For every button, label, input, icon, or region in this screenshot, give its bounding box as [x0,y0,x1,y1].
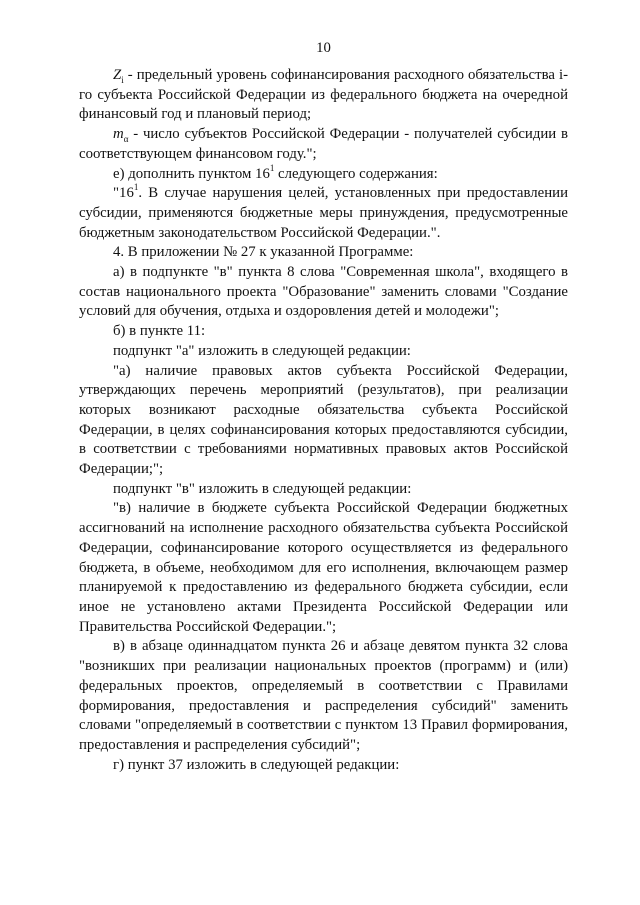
paragraph-v: в) в абзаце одиннадцатом пункта 26 и абзаце девятом пункта 32 слова "возникших при реализации национальных проектов (программ) и (или) федеральных проектов, определяемый в соответствии с Правилами формирования, предоставления и распределения субсидий" заменить словами "определяемый в соответствии с пунктом 13 Правил формирования, предоставления и распределения субсидий"; [79,638,568,753]
paragraph-z-definition: $Z_i$ - предельный уровень софинансирования расходного обязательства i-го субъекта Российской Федерации из федерального бюджета на очередной финансовый год и плановый период; [79,67,568,123]
paragraph-4: 4. В приложении № 27 к указанной Программе: [113,244,414,261]
paragraph-subpoint-v: подпункт "в" изложить в следующей редакции: [113,480,412,497]
sub-alpha: α [123,134,129,145]
paragraph-m-definition: $m_\alpha$ - число субъектов Российской Федерации - получателей субсидии в соответствующем финансовом году."; [79,126,568,162]
page-number: 10 [316,40,331,56]
var-z: Z [113,67,122,83]
sub-i: i [121,74,124,85]
paragraph-e: е) дополнить пунктом $16^1$ следующего содержания: [113,162,438,182]
paragraph-b: б) в пункте 11: [113,323,206,340]
paragraph-g: г) пункт 37 изложить в следующей редакции: [113,756,400,773]
paragraph-a: а) в подпункте "в" пункта 8 слова "Современная школа", входящего в состав национального проекта "Образование" заменить словами "Создание условий для обучения, отдыха и оздоровления детей и молодежи"; [79,264,568,320]
paragraph-subpoint-a: подпункт "а" изложить в следующей редакции: [113,342,411,359]
paragraph-a-text: "а) наличие правовых актов субъекта Российской Федерации, утверждающих перечень мероприятий (результатов), при реализации которых возникают расходные обязательства субъекта Российской Федерации, в целях софинансирования которых предоставляются субсидии, в соответствии с требованиями нормативных правовых актов Российской Федерации;"; [79,362,568,478]
var-m: m [113,126,124,143]
paragraph-v-text: "в) наличие в бюджете субъекта Российской Федерации бюджетных ассигнований на исполнение расходного обязательства субъекта Российской Федерации, софинансирование которого осуществляется из федерального бюджета, в объеме, необходимом для его исполнения, включающем размер планируемой к предоставлению из федерального бюджета субсидии, если иное не установлено актами Президента Российской Федерации или Правительства Российской Федерации."; [79,500,568,635]
paragraph-16-1: "$16^1$. В случае нарушения целей, установленных при предоставлении субсидии, применяются бюджетные меры принуждения, предусмотренные бюджетным законодательством Российской Федерации.". [79,182,568,241]
